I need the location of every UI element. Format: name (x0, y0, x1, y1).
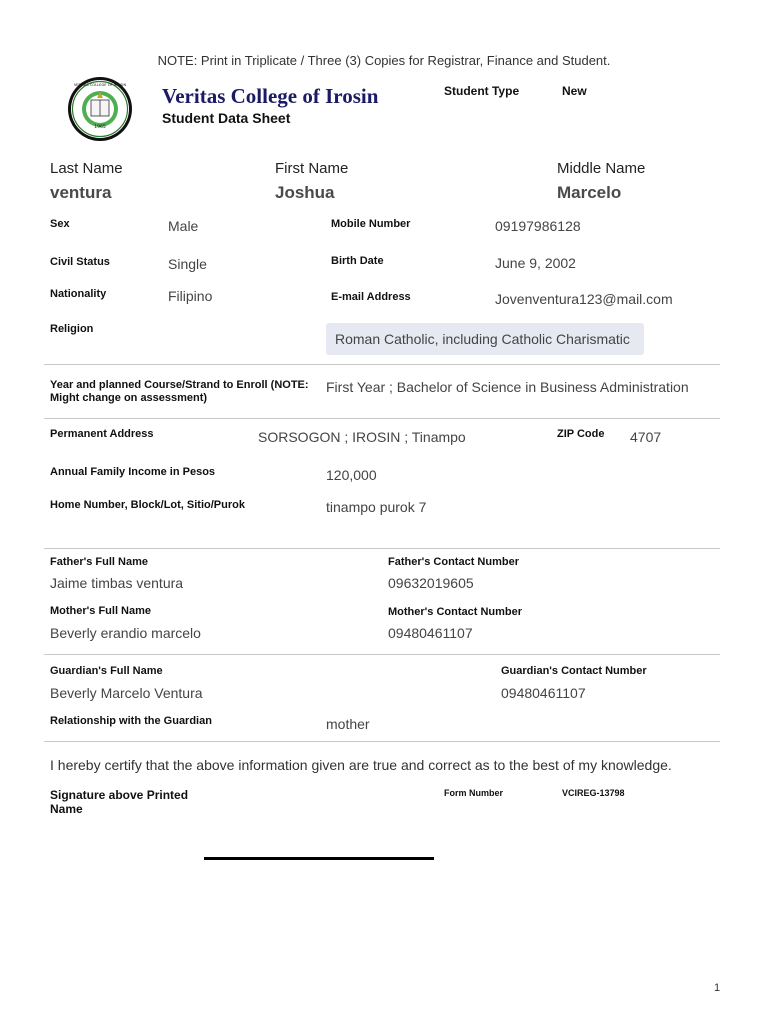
print-note: NOTE: Print in Triplicate / Three (3) Copies for Registrar, Finance and Student. (157, 53, 611, 68)
form-number-value: VCIREG-13798 (562, 788, 625, 798)
mother-contact-value: 09480461107 (388, 625, 473, 641)
form-number-label: Form Number (444, 788, 504, 798)
father-name-label: Father's Full Name (50, 556, 148, 568)
first-name-value: Joshua (275, 183, 335, 202)
page-number: 1 (714, 982, 721, 994)
divider (44, 418, 720, 419)
father-contact-value: 09632019605 (388, 575, 474, 591)
zip-code-value: 4707 (630, 429, 662, 445)
mother-name-label: Mother's Full Name (50, 605, 152, 617)
first-name-label: First Name (275, 160, 349, 177)
sex-value: Male (168, 218, 199, 234)
mother-name-value: Beverly erandio marcelo (50, 625, 201, 641)
college-name: Veritas College of Irosin (162, 84, 379, 108)
religion-value: Roman Catholic, including Catholic Charismatic (335, 331, 630, 347)
course-label (50, 379, 309, 405)
guardian-name-label: Guardian's Full Name (50, 665, 163, 677)
certification-statement: I hereby certify that the above information given are true and correct as to the best of my knowledge. (50, 757, 672, 773)
birth-date-label: Birth Date (331, 255, 384, 267)
religion-label: Religion (50, 323, 94, 335)
college-seal-logo (67, 76, 133, 142)
income-label: Annual Family Income in Pesos (50, 466, 216, 478)
middle-name-value: Marcelo (557, 183, 622, 202)
mobile-value: 09197986128 (495, 218, 581, 234)
guardian-contact-label: Guardian's Contact Number (501, 665, 647, 677)
signature-line (204, 857, 434, 860)
seal-year: 1965 (94, 125, 106, 130)
mother-contact-label: Mother's Contact Number (388, 606, 523, 618)
signature-label (50, 788, 188, 816)
divider (44, 741, 720, 742)
permanent-address-label: Permanent Address (50, 428, 154, 440)
civil-status-value: Single (168, 256, 207, 272)
email-label: E-mail Address (331, 291, 411, 303)
home-number-value: tinampo purok 7 (326, 499, 427, 515)
sheet-title: Student Data Sheet (162, 110, 291, 126)
civil-status-label: Civil Status (50, 256, 110, 268)
student-type-label: Student Type (444, 84, 520, 98)
religion-field (326, 323, 644, 355)
nationality-label: Nationality (50, 288, 107, 300)
father-name-value: Jaime timbas ventura (50, 575, 184, 591)
father-contact-label: Father's Contact Number (388, 556, 519, 568)
svg-text:VERITAS COLLEGE OF IROSIN: VERITAS COLLEGE OF IROSIN (73, 83, 127, 87)
home-number-label: Home Number, Block/Lot, Sitio/Purok (50, 499, 245, 511)
course-value: First Year ; Bachelor of Science in Business Administration (326, 379, 689, 395)
nationality-value: Filipino (168, 288, 213, 304)
course-label-line2: Might change on assessment) (50, 392, 208, 404)
course-label-line1: Year and planned Course/Strand to Enroll (NOTE: (50, 379, 309, 391)
permanent-address-value: SORSOGON ; IROSIN ; Tinampo (258, 429, 466, 445)
mobile-label: Mobile Number (331, 218, 411, 230)
middle-name-label: Middle Name (557, 160, 646, 177)
relationship-label: Relationship with the Guardian (50, 715, 212, 727)
zip-code-label: ZIP Code (557, 428, 605, 440)
guardian-name-value: Beverly Marcelo Ventura (50, 685, 203, 701)
email-value: Jovenventura123@mail.com (495, 291, 673, 307)
birth-date-value: June 9, 2002 (495, 255, 576, 271)
divider (44, 548, 720, 549)
divider (44, 654, 720, 655)
signature-label-line1: Signature above Printed (50, 788, 189, 802)
student-type-value: New (562, 84, 587, 98)
signature-label-line2: Name (50, 802, 83, 816)
guardian-contact-value: 09480461107 (501, 685, 586, 701)
divider (44, 364, 720, 365)
income-value: 120,000 (326, 467, 377, 483)
sex-label: Sex (50, 218, 70, 230)
last-name-value: ventura (50, 183, 112, 202)
relationship-value: mother (326, 716, 370, 732)
last-name-label: Last Name (50, 160, 123, 177)
